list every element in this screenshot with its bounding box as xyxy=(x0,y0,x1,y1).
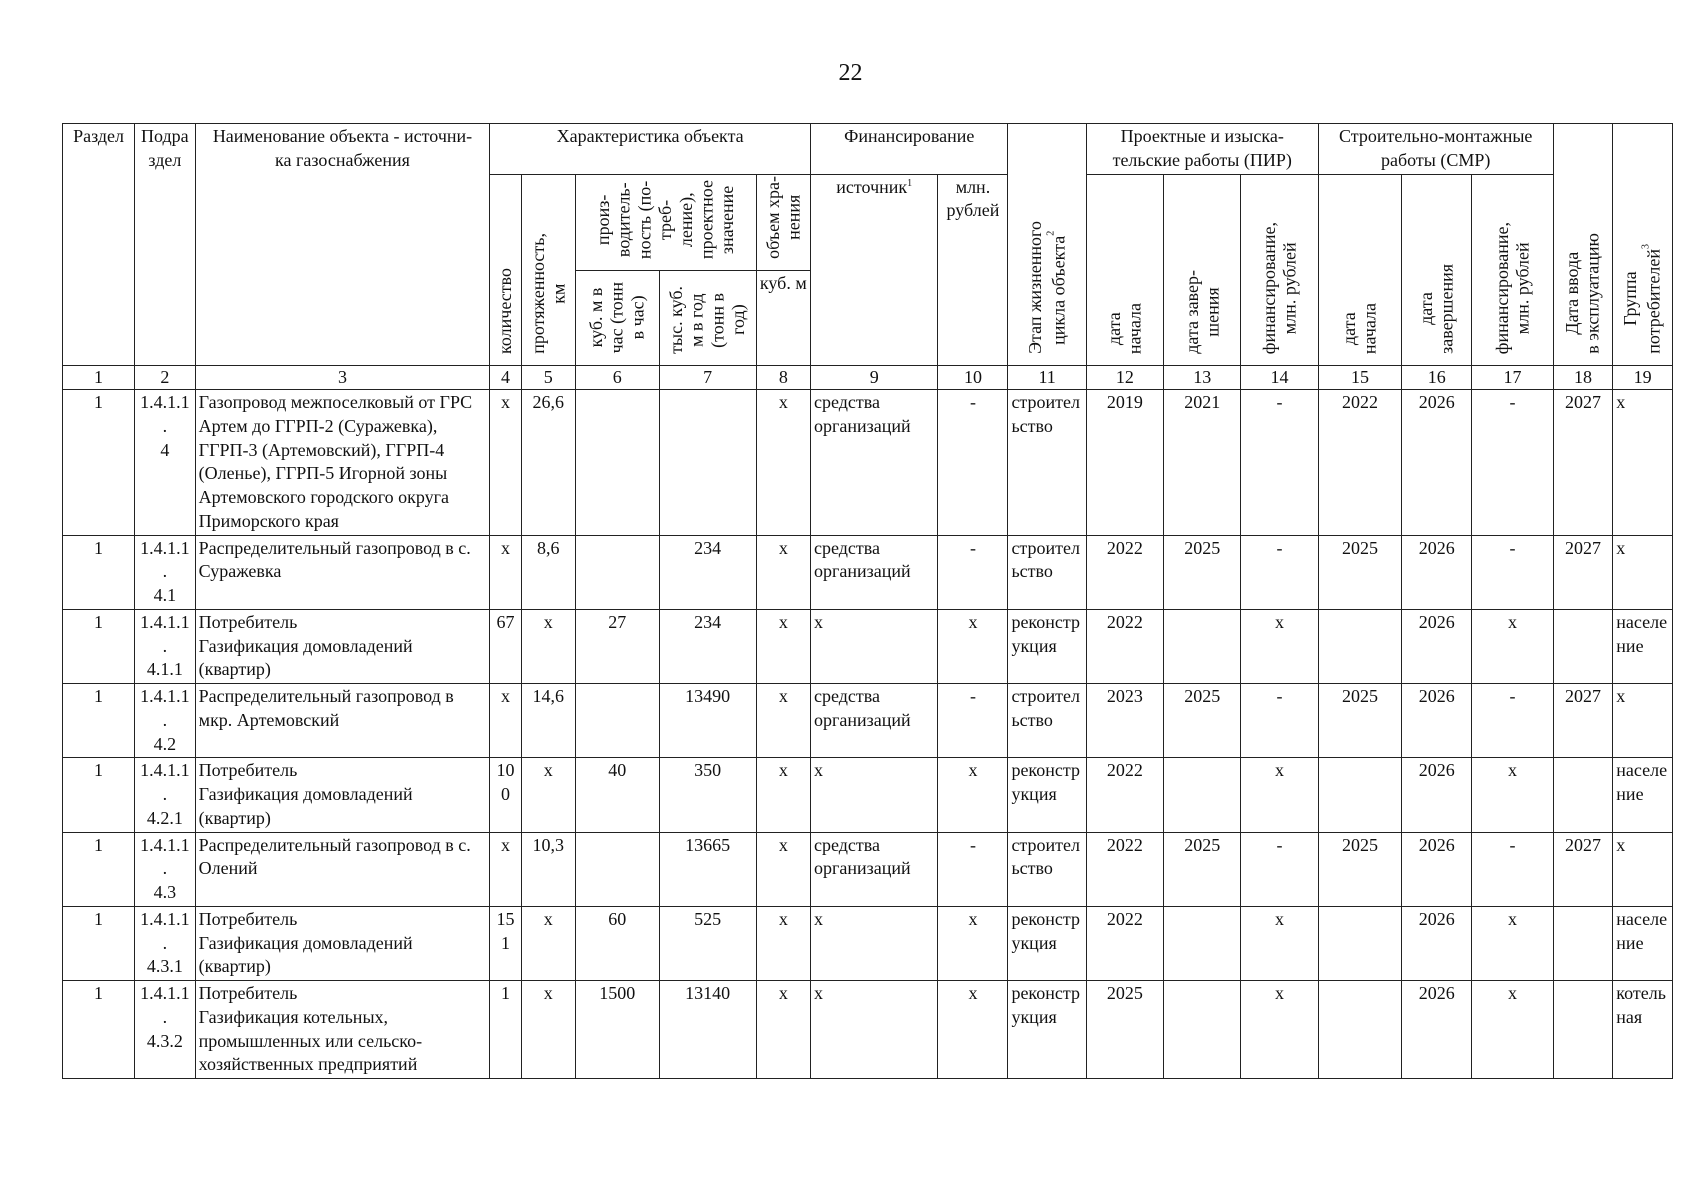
cell-object-name: Газопровод межпоселковый от ГРС Артем до ГГРП-2 (Суражевка), ГГРП-3 (Артемовский), ГГРП-4 (Оленье), ГГРП-5 Игорной зоны Артемовского городского округа Приморского края xyxy=(195,390,490,536)
cell-mln-rubles: - xyxy=(938,535,1008,609)
cell-object-name: Потребитель Газификация домовладений (квартир) xyxy=(195,758,490,832)
cell-pir-end xyxy=(1164,758,1241,832)
column-number: 18 xyxy=(1553,365,1613,390)
cell-thousand-cubic-per-year: 234 xyxy=(659,535,756,609)
cell-commissioning xyxy=(1553,906,1613,980)
table-row xyxy=(63,390,1673,536)
cell-smr-end: 2026 xyxy=(1402,758,1472,832)
cell-cubic-per-hour xyxy=(575,684,659,758)
cell-object-name: Распределительный газопровод в мкр. Артемовский xyxy=(195,684,490,758)
cell-smr-end: 2026 xyxy=(1402,609,1472,683)
cell-pir-financing: х xyxy=(1241,981,1318,1079)
header-smr: Строительно-монтажные работы (СМР) xyxy=(1318,124,1553,175)
cell-lifecycle: реконструкция xyxy=(1008,981,1086,1079)
cell-podrazdel: 1.4.1.1. 4.3.1 xyxy=(135,906,196,980)
cell-object-name: Потребитель Газификация домовладений (квартир) xyxy=(195,906,490,980)
cell-source: средства организаций xyxy=(811,684,938,758)
cell-quantity: 67 xyxy=(490,609,521,683)
cell-razdel: 1 xyxy=(63,906,135,980)
header-capacity: произ- водитель- ность (по- треб- ление), проектное значение xyxy=(575,174,756,270)
column-number: 3 xyxy=(195,365,490,390)
cell-razdel: 1 xyxy=(63,758,135,832)
cell-consumer-group: х xyxy=(1613,684,1673,758)
cell-smr-financing: - xyxy=(1472,832,1554,906)
column-number: 7 xyxy=(659,365,756,390)
cell-mln-rubles: х xyxy=(938,609,1008,683)
cell-length: 10,3 xyxy=(521,832,575,906)
cell-consumer-group: население xyxy=(1613,758,1673,832)
cell-storage: х xyxy=(756,535,810,609)
cell-source: х xyxy=(811,906,938,980)
header-length: протяженность, км xyxy=(521,174,575,365)
cell-length: 14,6 xyxy=(521,684,575,758)
cell-object-name: Потребитель Газификация домовладений (квартир) xyxy=(195,609,490,683)
table-row xyxy=(63,535,1673,609)
cell-razdel: 1 xyxy=(63,609,135,683)
cell-razdel: 1 xyxy=(63,535,135,609)
column-number: 2 xyxy=(135,365,196,390)
cell-pir-end: 2021 xyxy=(1164,390,1241,536)
cell-lifecycle: реконструкция xyxy=(1008,906,1086,980)
page-number: 22 xyxy=(838,60,863,86)
header-razdel: Раздел xyxy=(63,124,135,366)
column-number: 4 xyxy=(490,365,521,390)
cell-pir-end xyxy=(1164,981,1241,1079)
cell-lifecycle: реконструкция xyxy=(1008,609,1086,683)
cell-pir-financing: - xyxy=(1241,390,1318,536)
cell-podrazdel: 1.4.1.1. 4.3 xyxy=(135,832,196,906)
cell-razdel: 1 xyxy=(63,832,135,906)
cell-quantity: 151 xyxy=(490,906,521,980)
cell-storage: х xyxy=(756,390,810,536)
header-smr-financing: финансирование, млн. рублей xyxy=(1472,174,1554,365)
column-number-row xyxy=(63,365,1673,390)
header-mln-rubles: млн. рублей xyxy=(938,174,1008,365)
cell-length: 26,6 xyxy=(521,390,575,536)
cell-mln-rubles: - xyxy=(938,684,1008,758)
header-pir-start: дата начала xyxy=(1086,174,1163,365)
cell-consumer-group: х xyxy=(1613,535,1673,609)
cell-storage: х xyxy=(756,832,810,906)
header-consumer-group: Группа потребителей$^3$ xyxy=(1613,124,1673,366)
cell-pir-financing: х xyxy=(1241,758,1318,832)
cell-length: 8,6 xyxy=(521,535,575,609)
cell-smr-financing: - xyxy=(1472,535,1554,609)
cell-smr-end: 2026 xyxy=(1402,535,1472,609)
cell-pir-end: 2025 xyxy=(1164,832,1241,906)
cell-storage: х xyxy=(756,906,810,980)
cell-cubic-per-hour: 27 xyxy=(575,609,659,683)
cell-quantity: х xyxy=(490,684,521,758)
cell-smr-financing: х xyxy=(1472,906,1554,980)
cell-commissioning: 2027 xyxy=(1553,684,1613,758)
cell-smr-start xyxy=(1318,981,1402,1079)
cell-razdel: 1 xyxy=(63,390,135,536)
cell-commissioning: 2027 xyxy=(1553,832,1613,906)
header-pir-financing: финансирование, млн. рублей xyxy=(1241,174,1318,365)
column-number: 17 xyxy=(1472,365,1554,390)
cell-source: средства организаций xyxy=(811,535,938,609)
cell-cubic-per-hour: 60 xyxy=(575,906,659,980)
cell-smr-end: 2026 xyxy=(1402,390,1472,536)
column-number: 14 xyxy=(1241,365,1318,390)
cell-pir-start: 2022 xyxy=(1086,609,1163,683)
cell-smr-start xyxy=(1318,609,1402,683)
cell-thousand-cubic-per-year xyxy=(659,390,756,536)
cell-quantity: х xyxy=(490,832,521,906)
header-cubic-per-hour: куб. м в час (тонн в час) xyxy=(575,270,659,365)
cell-mln-rubles: - xyxy=(938,390,1008,536)
cell-thousand-cubic-per-year: 525 xyxy=(659,906,756,980)
cell-commissioning: 2027 xyxy=(1553,535,1613,609)
cell-source: средства организаций xyxy=(811,390,938,536)
cell-smr-end: 2026 xyxy=(1402,684,1472,758)
header-quantity: количество xyxy=(490,174,521,365)
cell-source: средства организаций xyxy=(811,832,938,906)
cell-length: х xyxy=(521,609,575,683)
cell-commissioning xyxy=(1553,758,1613,832)
cell-object-name: Распределительный газопровод в с. Олений xyxy=(195,832,490,906)
header-object-name: Наименование объекта - источни- ка газоснабжения xyxy=(195,124,490,366)
cell-pir-end xyxy=(1164,906,1241,980)
cell-pir-start: 2019 xyxy=(1086,390,1163,536)
cell-consumer-group: население xyxy=(1613,906,1673,980)
cell-lifecycle: реконструкция xyxy=(1008,758,1086,832)
cell-pir-financing: - xyxy=(1241,535,1318,609)
cell-source: х xyxy=(811,609,938,683)
cell-cubic-per-hour: 40 xyxy=(575,758,659,832)
header-smr-start: дата начала xyxy=(1318,174,1402,365)
cell-smr-financing: х xyxy=(1472,609,1554,683)
cell-thousand-cubic-per-year: 13140 xyxy=(659,981,756,1079)
cell-pir-financing: - xyxy=(1241,832,1318,906)
table-row xyxy=(63,758,1673,832)
cell-pir-financing: - xyxy=(1241,684,1318,758)
cell-cubic-per-hour: 1500 xyxy=(575,981,659,1079)
column-number: 6 xyxy=(575,365,659,390)
cell-length: х xyxy=(521,906,575,980)
cell-cubic-per-hour xyxy=(575,832,659,906)
cell-cubic-per-hour xyxy=(575,535,659,609)
header-pir-end: дата завер- шения xyxy=(1164,174,1241,365)
cell-storage: х xyxy=(756,609,810,683)
cell-pir-start: 2023 xyxy=(1086,684,1163,758)
cell-smr-start xyxy=(1318,906,1402,980)
cell-smr-financing: х xyxy=(1472,758,1554,832)
cell-lifecycle: строительство xyxy=(1008,832,1086,906)
cell-quantity: х xyxy=(490,535,521,609)
cell-podrazdel: 1.4.1.1. 4 xyxy=(135,390,196,536)
cell-pir-start: 2022 xyxy=(1086,535,1163,609)
cell-razdel: 1 xyxy=(63,684,135,758)
column-number: 8 xyxy=(756,365,810,390)
cell-thousand-cubic-per-year: 350 xyxy=(659,758,756,832)
cell-smr-start: 2025 xyxy=(1318,535,1402,609)
cell-podrazdel: 1.4.1.1. 4.2.1 xyxy=(135,758,196,832)
cell-pir-end: 2025 xyxy=(1164,684,1241,758)
cell-lifecycle: строительство xyxy=(1008,684,1086,758)
cell-commissioning: 2027 xyxy=(1553,390,1613,536)
cell-consumer-group: население xyxy=(1613,609,1673,683)
cell-consumer-group: х xyxy=(1613,832,1673,906)
header-financing: Финансирование xyxy=(811,124,1008,175)
column-number: 10 xyxy=(938,365,1008,390)
header-podrazdel: Подра здел xyxy=(135,124,196,366)
cell-commissioning xyxy=(1553,981,1613,1079)
table-row xyxy=(63,609,1673,683)
cell-consumer-group: котельная xyxy=(1613,981,1673,1079)
cell-razdel: 1 xyxy=(63,981,135,1079)
cell-smr-end: 2026 xyxy=(1402,906,1472,980)
cell-pir-end xyxy=(1164,609,1241,683)
column-number: 11 xyxy=(1008,365,1086,390)
cell-thousand-cubic-per-year: 13665 xyxy=(659,832,756,906)
column-number: 12 xyxy=(1086,365,1163,390)
cell-lifecycle: строительство xyxy=(1008,535,1086,609)
table-body xyxy=(63,390,1673,1079)
cell-object-name: Распределительный газопровод в с. Суражевка xyxy=(195,535,490,609)
header-lifecycle: Этап жизненного цикла объекта$^2$ xyxy=(1008,124,1086,366)
cell-storage: х xyxy=(756,981,810,1079)
cell-pir-financing: х xyxy=(1241,906,1318,980)
cell-storage: х xyxy=(756,684,810,758)
cell-quantity: х xyxy=(490,390,521,536)
cell-smr-end: 2026 xyxy=(1402,981,1472,1079)
column-number: 1 xyxy=(63,365,135,390)
cell-mln-rubles: - xyxy=(938,832,1008,906)
cell-length: х xyxy=(521,758,575,832)
table-row xyxy=(63,832,1673,906)
cell-podrazdel: 1.4.1.1. 4.3.2 xyxy=(135,981,196,1079)
cell-mln-rubles: х xyxy=(938,758,1008,832)
cell-cubic-per-hour xyxy=(575,390,659,536)
cell-length: х xyxy=(521,981,575,1079)
header-thousand-cubic-per-year: тыс. куб. м в год (тонн в год) xyxy=(659,270,756,365)
cell-storage: х xyxy=(756,758,810,832)
cell-mln-rubles: х xyxy=(938,981,1008,1079)
cell-thousand-cubic-per-year: 13490 xyxy=(659,684,756,758)
header-commissioning-date: Дата ввода в эксплуатацию xyxy=(1553,124,1613,366)
header-pir: Проектные и изыска- тельские работы (ПИР) xyxy=(1086,124,1318,175)
cell-podrazdel: 1.4.1.1. 4.2 xyxy=(135,684,196,758)
header-storage-volume: объем хра- нения xyxy=(756,174,810,270)
header-cubic-m: куб. м xyxy=(756,270,810,365)
cell-pir-start: 2022 xyxy=(1086,832,1163,906)
header-source: источник$^1$ xyxy=(811,174,938,365)
cell-podrazdel: 1.4.1.1. 4.1.1 xyxy=(135,609,196,683)
cell-smr-financing: х xyxy=(1472,981,1554,1079)
column-number: 19 xyxy=(1613,365,1673,390)
cell-smr-end: 2026 xyxy=(1402,832,1472,906)
cell-smr-start: 2022 xyxy=(1318,390,1402,536)
table-row xyxy=(63,684,1673,758)
cell-pir-start: 2022 xyxy=(1086,906,1163,980)
header-characteristics: Характеристика объекта xyxy=(490,124,811,175)
cell-smr-start: 2025 xyxy=(1318,684,1402,758)
cell-source: х xyxy=(811,981,938,1079)
cell-pir-end: 2025 xyxy=(1164,535,1241,609)
cell-quantity: 1 xyxy=(490,981,521,1079)
column-number: 15 xyxy=(1318,365,1402,390)
column-number: 5 xyxy=(521,365,575,390)
cell-smr-financing: - xyxy=(1472,684,1554,758)
cell-smr-start xyxy=(1318,758,1402,832)
cell-source: х xyxy=(811,758,938,832)
cell-quantity: 100 xyxy=(490,758,521,832)
cell-smr-start: 2025 xyxy=(1318,832,1402,906)
cell-lifecycle: строительство xyxy=(1008,390,1086,536)
cell-pir-financing: х xyxy=(1241,609,1318,683)
cell-commissioning xyxy=(1553,609,1613,683)
column-number: 16 xyxy=(1402,365,1472,390)
cell-thousand-cubic-per-year: 234 xyxy=(659,609,756,683)
cell-podrazdel: 1.4.1.1. 4.1 xyxy=(135,535,196,609)
cell-mln-rubles: х xyxy=(938,906,1008,980)
cell-pir-start: 2025 xyxy=(1086,981,1163,1079)
table-row xyxy=(63,906,1673,980)
cell-pir-start: 2022 xyxy=(1086,758,1163,832)
gas-supply-table xyxy=(62,123,1673,1079)
cell-object-name: Потребитель Газификация котельных, промышленных или сельско-хозяйственных предприятий xyxy=(195,981,490,1079)
table-row xyxy=(63,981,1673,1079)
column-number: 13 xyxy=(1164,365,1241,390)
column-number: 9 xyxy=(811,365,938,390)
header-smr-end: дата завершения xyxy=(1402,174,1472,365)
cell-smr-financing: - xyxy=(1472,390,1554,536)
cell-consumer-group: х xyxy=(1613,390,1673,536)
